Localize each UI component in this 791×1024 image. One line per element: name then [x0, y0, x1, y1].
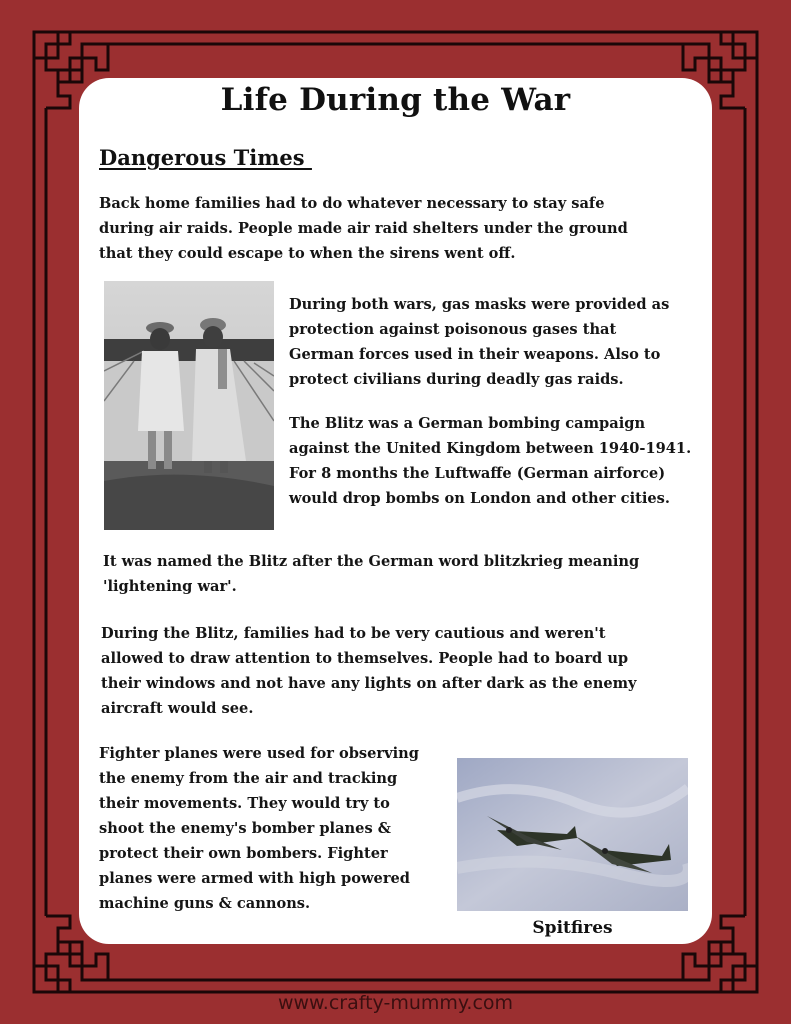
- text-line: against the United Kingdom between 1940-1941.: [289, 440, 692, 457]
- website-footer[interactable]: www.crafty-mummy.com: [277, 992, 514, 1014]
- text-line: during air raids. People made air raid shelters under the ground: [99, 220, 628, 237]
- text-line: protection against poisonous gases that: [289, 321, 617, 338]
- blitz-name-paragraph: [103, 549, 703, 599]
- text-line: that they could escape to when the sirens went off.: [99, 245, 516, 262]
- text-line: protect civilians during deadly gas raids.: [289, 371, 624, 388]
- text-line: protect their own bombers. Fighter: [99, 845, 388, 862]
- text-line: The Blitz was a German bombing campaign: [289, 415, 646, 432]
- text-line: the enemy from the air and tracking: [99, 770, 398, 787]
- text-line: It was named the Blitz after the German word blitzkrieg meaning: [103, 553, 640, 570]
- text-line: machine guns & cannons.: [99, 895, 311, 912]
- intro-paragraph: [99, 191, 699, 266]
- gas-mask-women-photo: [104, 281, 274, 530]
- text-line: their movements. They would try to: [99, 795, 390, 812]
- section-heading: Dangerous Times: [99, 145, 312, 170]
- text-line: During the Blitz, families had to be very cautious and weren't: [101, 625, 606, 642]
- text-line: Back home families had to do whatever necessary to stay safe: [99, 195, 605, 212]
- text-line: shoot the enemy's bomber planes &: [99, 820, 391, 837]
- gas-masks-paragraph: [289, 292, 709, 392]
- text-line: aircraft would see.: [101, 700, 254, 717]
- text-line: their windows and not have any lights on after dark as the enemy: [101, 675, 637, 692]
- spitfires-photo: [457, 758, 688, 911]
- text-line: German forces used in their weapons. Also to: [289, 346, 661, 363]
- text-line: 'lightening war'.: [103, 578, 237, 595]
- text-line: allowed to draw attention to themselves. People had to board up: [101, 650, 629, 667]
- photo-caption: Spitfires: [532, 918, 613, 938]
- text-line: would drop bombs on London and other cities.: [289, 490, 670, 507]
- page-title: Life During the War: [220, 82, 571, 118]
- text-line: Fighter planes were used for observing: [99, 745, 419, 762]
- fighter-planes-paragraph: [99, 741, 449, 916]
- text-line: For 8 months the Luftwaffe (German airforce): [289, 465, 666, 482]
- text-line: planes were armed with high powered: [99, 870, 411, 887]
- during-blitz-paragraph: [101, 621, 701, 721]
- blitz-paragraph: [289, 411, 729, 511]
- text-line: During both wars, gas masks were provided as: [289, 296, 670, 313]
